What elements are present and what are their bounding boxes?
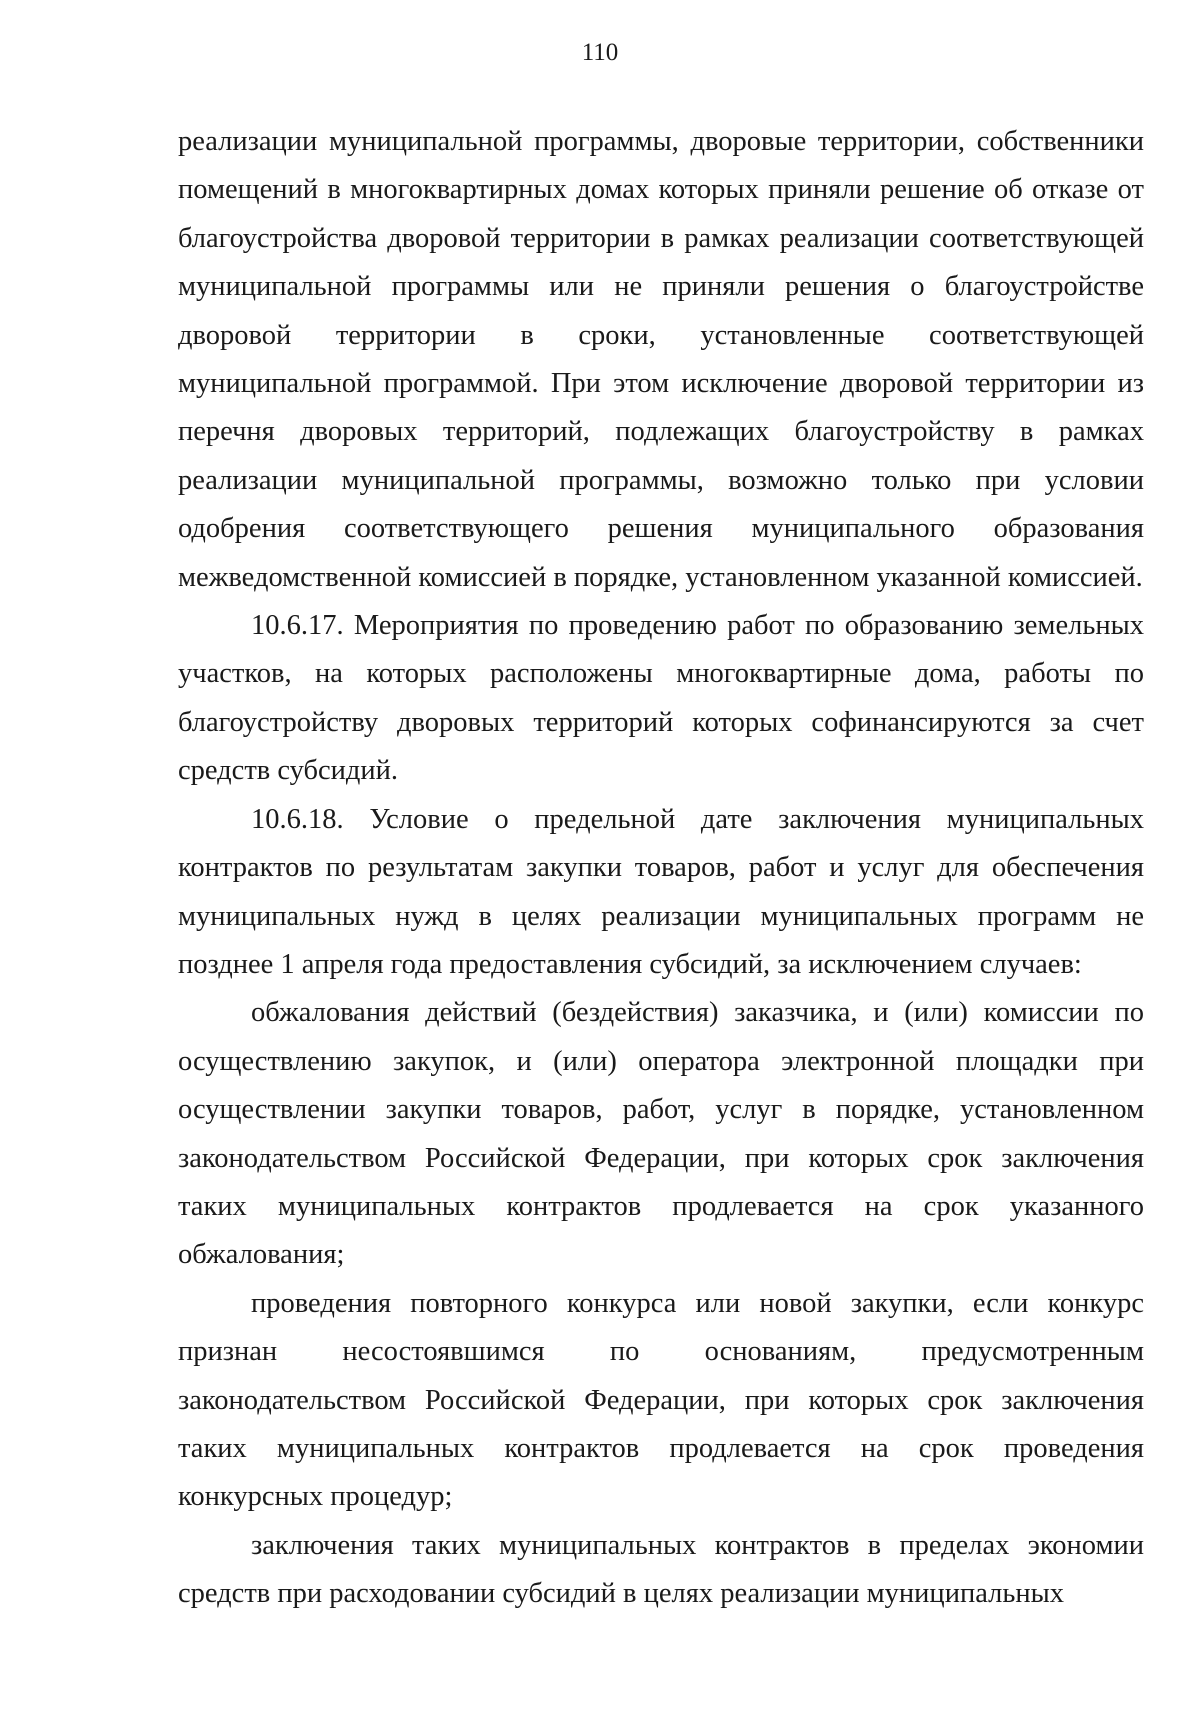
paragraph-exception-savings: заключения таких муниципальных контрактов в пределах экономии средств при расходовании субсидий в целях реализации муниципальных [178,1529,1144,1610]
paragraph-exception-repeat-tender: проведения повторного конкурса или новой закупки, если конкурс признан несостоявшимся по основаниям, предусмотренным законодательством Российской Федерации, при которых срок заключения таких муниципальных контрактов продлевается на срок проведения конкурсных процедур; [178,1287,1144,1513]
paragraph-10-6-17: 10.6.17. Мероприятия по проведению работ по образованию земельных участков, на которых расположены многоквартирные дома, работы по благоустройству дворовых территорий которых софинансируются за счет средств субсидий. [178,610,1144,787]
paragraph-exception-appeal: обжалования действий (бездействия) заказчика, и (или) комиссии по осуществлению закупок, и (или) оператора электронной площадки при осуществлении закупки товаров, работ, услуг в порядке, установленном законодательством Российской Федерации, при которых срок заключения таких муниципальных контрактов продлевается на срок указанного обжалования; [178,997,1144,1271]
page-number: 110 [581,39,619,66]
paragraph-continuation: реализации муниципальной программы, дворовые территории, собственники помещений в многоквартирных домах которых приняли решение об отказе от благоустройства дворовой территории в рамках реализации соответствующей муниципальной программы или не приняли решения о благоустройстве дворовой территории в сроки, установленные соответствующей муниципальной программой. При этом исключение дворовой территории из перечня дворовых территорий, подлежащих благоустройству в рамках реализации муниципальной программы, возможно только при условии одобрения соответствующего решения муниципального образования межведомственной комиссией в порядке, установленном указанной комиссией. [178,126,1144,593]
paragraph-10-6-18: 10.6.18. Условие о предельной дате заключения муниципальных контрактов по результатам закупки товаров, работ и услуг для обеспечения муниципальных нужд в целях реализации муниципальных программ не позднее 1 апреля года предоставления субсидий, за исключением случаев: [178,803,1144,980]
document-body [178,118,1144,1619]
